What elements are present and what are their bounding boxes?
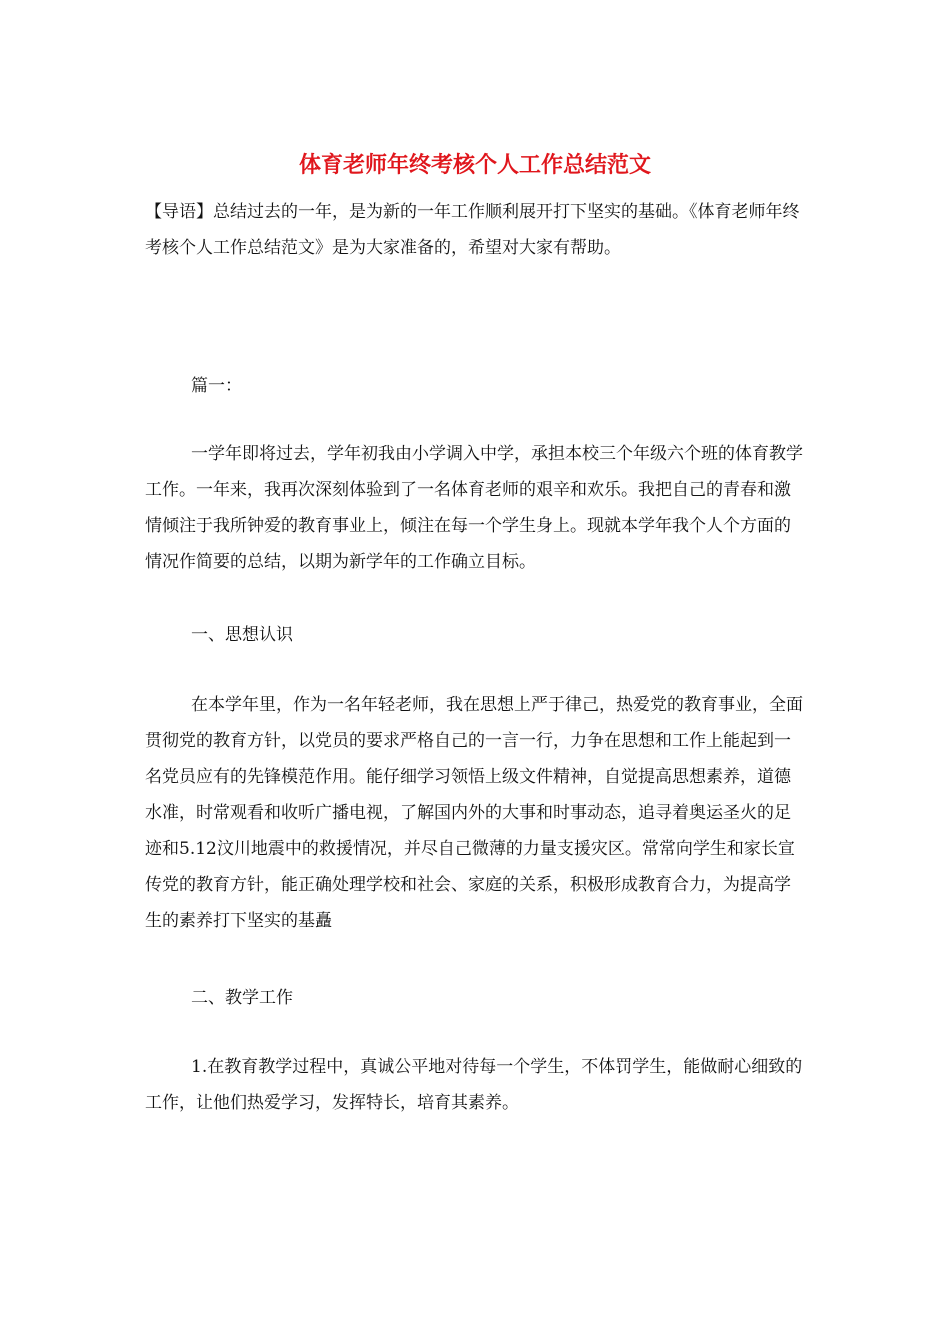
body-paragraph-2: 在本学年里，作为一名年轻老师，我在思想上严于律己，热爱党的教育事业，全面贯彻党的教育方针，以党员的要求严格自己的一言一行，力争在思想和工作上能起到一名党员应有的先锋模范作用。能仔细学习领悟上级文件精神，自觉提高思想素养，道德水准，时常观看和收听广播电视，了解国内外的大事和时事动态，追寻着奥运圣火的足迹和5.12汶川地震中的救援情况，并尽自己微薄的力量支援灾区。常常向学生和家长宣传党的教育方针，能正确处理学校和社会、家庭的关系，积极形成教育合力，为提高学生的素养打下坚实的基矗 bbox=[145, 695, 803, 931]
section-label: 篇一： bbox=[191, 376, 242, 396]
heading-ideology: 一、思想认识 bbox=[191, 625, 293, 645]
body-paragraph-1: 一学年即将过去，学年初我由小学调入中学，承担本校三个年级六个班的体育教学工作。一年来，我再次深刻体验到了一名体育老师的艰辛和欢乐。我把自己的青春和激情倾注于我所钟爱的教育事业上，倾注在每一个学生身上。现就本学年我个人个方面的情况作简要的总结，以期为新学年的工作确立目标。 bbox=[145, 444, 803, 572]
body-paragraph-3: 1.在教育教学过程中，真诚公平地对待每一个学生，不体罚学生，能做耐心细致的工作，让他们热爱学习，发挥特长，培育其素养。 bbox=[145, 1057, 803, 1113]
heading-teaching: 二、教学工作 bbox=[191, 988, 293, 1008]
intro-paragraph: 【导语】总结过去的一年，是为新的一年工作顺利展开打下坚实的基础。《体育老师年终考核个人工作总结范文》是为大家准备的，希望对大家有帮助。 bbox=[145, 202, 800, 258]
document-title: 体育老师年终考核个人工作总结范文 bbox=[298, 153, 651, 178]
